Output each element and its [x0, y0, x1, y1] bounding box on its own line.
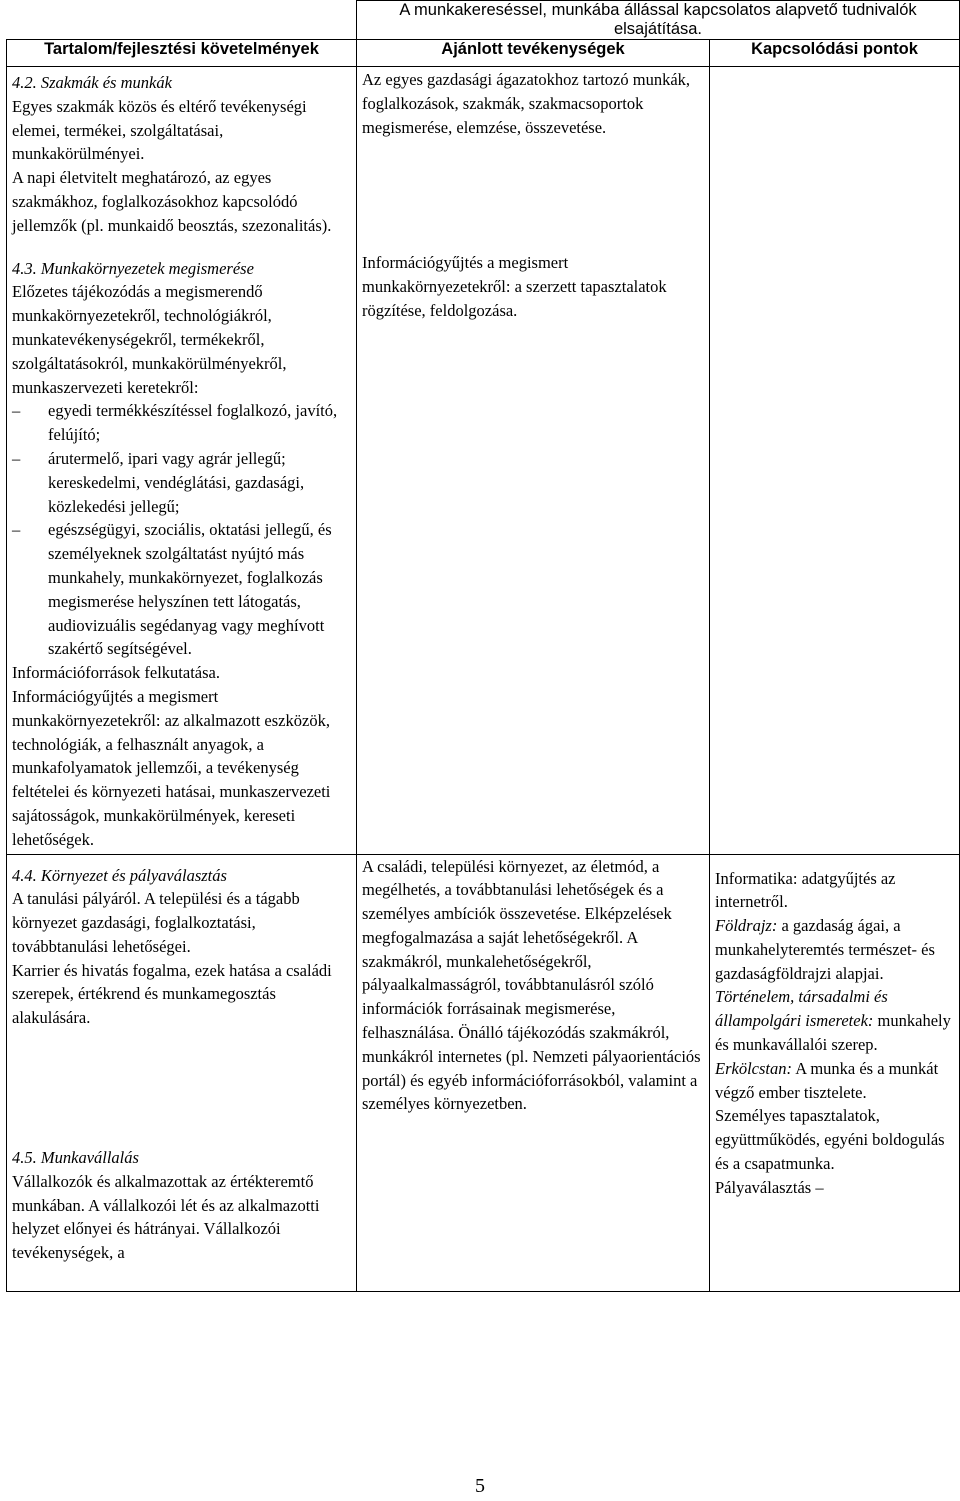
activities-cell: [357, 854, 710, 1291]
header-row: [7, 40, 960, 67]
section-title: 4.4. Környezet és pályaválasztás: [12, 865, 227, 885]
section-title: 4.5. Munkavállalás: [12, 1148, 139, 1168]
connection-tortenelem: Történelem, társadalmi és állampolgári ismeretek: munkahely és munkavállalói szerep.: [715, 987, 951, 1055]
paragraph: A napi életvitelt meghatározó, az egyes szakmákhoz, foglalkozásokhoz kapcsolódó jellemzők (pl. munkaidő beosztás, szezonalitás).: [12, 168, 332, 235]
document-title: A munkakereséssel, munkába állással kapcsolatos alapvető tudnivalók elsajátítása.: [357, 1, 960, 40]
header-connections: Kapcsolódási pontok: [710, 40, 960, 67]
page-number: 5: [475, 1475, 485, 1497]
header-activities: Ajánlott tevékenységek: [357, 40, 710, 67]
paragraph: Az egyes gazdasági ágazatokhoz tartozó munkák, foglalkozások, szakmák, szakmacsoportok megismerése, elemzése, összevetése.: [362, 70, 691, 137]
table-row: [7, 67, 960, 855]
content-cell: [7, 854, 357, 1291]
section-title: 4.3. Munkakörnyezetek megismerése: [12, 258, 254, 278]
table-row: [7, 854, 960, 1291]
header-content: Tartalom/fejlesztési követelmények: [7, 40, 357, 67]
paragraph: Pályaválasztás –: [715, 1177, 824, 1197]
paragraph: Vállalkozók és alkalmazottak az értékteremtő munkában. A vállalkozói lét és az alkalmazotti helyzet előnyei és hátrányai. Vállalkozói tevékenységek, a: [12, 1171, 320, 1263]
paragraph: A tanulási pályáról. A települési és a tágabb környezet gazdasági, foglalkoztatási, továbbtanulási lehetőségei.: [12, 889, 300, 956]
title-row: [7, 1, 960, 40]
curriculum-table: [6, 0, 960, 1292]
section-title: 4.2. Szakmák és munkák: [12, 73, 172, 92]
paragraph: Információgyűjtés a megismert munkakörnyezetekről: a szerzett tapasztalatok rögzítése, feldolgozása.: [362, 253, 667, 320]
dash-list: [12, 399, 351, 661]
paragraph: Karrier és hivatás fogalma, ezek hatása a családi szerepek, értékrend és munkamegosztás alakulására.: [12, 960, 332, 1028]
paragraph: Személyes tapasztalatok, együttműködés, egyéni boldogulás és a csapatmunka.: [715, 1106, 945, 1174]
paragraph: Információgyűjtés a megismert munkakörnyezetekről: az alkalmazott eszközök, technológiák, a felhasznált anyagok, a munkafolyamatok jellemzői, a tevékenység feltételei és környezeti hatásai, munkaszervezeti sajátosságok, munkakörülmények, kereseti lehetőségek.: [12, 686, 331, 849]
connections-cell: [710, 854, 960, 1291]
list-item: – egészségügyi, szociális, oktatási jellegű, és személyeknek szolgáltatást nyújtó más munkahely, munkakörnyezet, foglalkozás megismerése helyszínen tett látogatás, audiovizuális segédanyag vagy meghívott szakértő segítségével.: [48, 518, 351, 661]
paragraph: Egyes szakmák közös és eltérő tevékenységi elemei, termékei, szolgáltatásai, munkakörülményei.: [12, 96, 307, 164]
connection-erkolcstan: Erkölcstan: A munka és a munkát végző ember tisztelete.: [715, 1058, 939, 1102]
list-item: – árutermelő, ipari vagy agrár jellegű; kereskedelmi, vendéglátási, gazdasági, közlekedési jellegű;: [48, 447, 351, 518]
connection-foldrajz: Földrajz: a gazdaság ágai, a munkahelyteremtés természet- és gazdaságföldrajzi alapjai.: [715, 916, 935, 983]
paragraph: Előzetes tájékozódás a megismerendő munkakörnyezetekről, technológiákról, munkatevékenységekről, termékekről, szolgáltatásokról, munkakörülményekről, munkaszervezeti keretekről:: [12, 282, 287, 397]
paragraph: Információforrások felkutatása.: [12, 663, 220, 683]
content-cell: [7, 67, 357, 855]
list-item: – egyedi termékkészítéssel foglalkozó, javító, felújító;: [48, 399, 351, 447]
paragraph: A családi, települési környezet, az életmód, a megélhetés, a továbbtanulási lehetőségek és a személyes ambíciók összevetése. Elképzelések megfogalmazása a saját lehetőségekről. A szakmákról, munkalehetőségekről, pályaalkalmasságról, továbbtanulásról szóló információk forrásainak megismerése, felhasználása. Önálló tájékozódás szakmákról, munkákról internetes (pl. Nemzeti pályaorientációs portál) és egyéb információforrásokból, valamint a személyes környezetben.: [362, 856, 701, 1114]
connections-cell: [710, 67, 960, 855]
activities-cell: [357, 67, 710, 855]
connection-informatika: Informatika: adatgyűjtés az internetről.: [715, 868, 896, 912]
